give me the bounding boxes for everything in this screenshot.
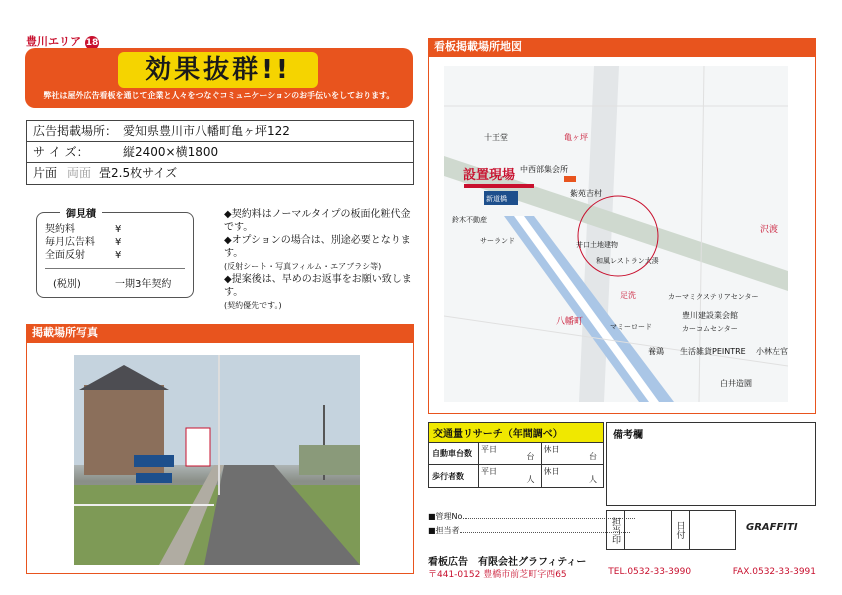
map-label: 井口土地建物: [576, 241, 618, 249]
location-photo: [74, 355, 360, 565]
side-alt: 両面: [67, 166, 92, 180]
area-label: 豊川エリア 18: [26, 35, 99, 48]
estimate-row: 毎月広告料 ¥: [45, 237, 122, 248]
map-label: 中西部集会所: [520, 165, 568, 174]
estimate-tax: (税別) 一期3年契約: [53, 279, 172, 290]
traffic-title: 交通量リサーチ（年間調べ）: [429, 423, 603, 443]
notes: [224, 208, 414, 312]
management-fields: [428, 510, 635, 538]
traffic-table: [428, 422, 604, 488]
note-1: ◆契約料はノーマルタイプの板面化粧代金です。: [224, 209, 411, 233]
side-row: [27, 163, 413, 184]
stamp-box: [606, 510, 736, 550]
estimate-box: [36, 212, 194, 298]
map-label: サーランド: [480, 237, 515, 245]
company-tel: TEL.0532-33-3990: [608, 567, 692, 577]
traffic-row: 歩行者数 平日 人 休日 人: [429, 465, 603, 487]
estimate-row: 契約料 ¥: [45, 224, 122, 235]
company-address: 〒441-0152 豊橋市前芝町字西65: [428, 570, 567, 580]
location-label: 広告掲載場所：: [33, 124, 118, 138]
map-label: カーコムセンター: [682, 325, 738, 333]
note-2-small: (反射シート・写真フィルム・エアブラシ等): [224, 262, 382, 271]
location-value: 愛知県豊川市八幡町亀ヶ坪122: [123, 124, 290, 138]
map-label: 十王堂: [484, 133, 508, 142]
note-3: ◆提案後は、早めのお返事をお願い致します。: [224, 274, 412, 298]
map-label: 鈴木不動産: [452, 216, 487, 224]
estimate-title: 御見積: [60, 205, 102, 220]
size-row: [27, 142, 413, 163]
banner-subtitle: 弊社は屋外広告看板を通じて企業と人々をつなぐコミュニケーションのお手伝いをしております。: [43, 91, 395, 100]
company-logo: GRAFFITI: [746, 522, 798, 533]
map-label: 養鶏: [648, 347, 664, 356]
area-number: 18: [85, 38, 99, 48]
location-row: [27, 121, 413, 142]
size-label: サ イ ズ：: [33, 145, 89, 159]
traffic-row: 自動車台数 平日 台 休日 台: [429, 443, 603, 465]
map-label: 沢渡: [760, 225, 779, 235]
map-label: マミーロード: [610, 323, 652, 331]
map-label: 白井造園: [720, 379, 752, 388]
banner-title: 効果抜群!!: [118, 52, 318, 88]
company-fax: FAX.0532-33-3991: [732, 567, 816, 577]
map-label: 足洗: [620, 291, 636, 300]
map-label: 小林左官: [756, 347, 788, 356]
map-label: 新道橋: [486, 195, 507, 203]
mgmt-no-label: ■管理No.: [428, 512, 465, 521]
stamp-label: 担当印: [607, 511, 625, 549]
map-label: 生活雑貨PEINTRE: [680, 347, 746, 356]
company-name: 看板広告 有限会社グラフィティー: [428, 557, 587, 568]
size-value: 縦2400×横1800: [123, 145, 219, 159]
map-label: 豊川建設業会館: [682, 311, 738, 320]
estimate-row: 全面反射 ¥: [45, 250, 122, 261]
map-label: 紫苑吉村: [570, 189, 602, 198]
map-label: 八幡町: [556, 317, 584, 327]
map-label: 和風レストラン大湊: [596, 257, 659, 265]
map-site-label: 設置現場: [463, 168, 516, 183]
photo-heading: 掲載場所写真: [26, 324, 414, 342]
date-label: 日付: [672, 511, 690, 549]
map-label: カーマミクステリアセンター: [668, 293, 759, 301]
side-label: 片面: [33, 166, 58, 180]
note-3-small: (契約優先です。): [224, 301, 282, 310]
map-heading: 看板掲載場所地図: [428, 38, 816, 56]
mgmt-staff-label: ■担当者: [428, 526, 460, 535]
side-value: 畳2.5枚サイズ: [99, 166, 178, 180]
note-2: ◆オプションの場合は、別途必要となります。: [224, 235, 411, 259]
company-footer: [428, 567, 816, 580]
remarks-box: [606, 422, 816, 506]
map-label: 亀ヶ坪: [564, 133, 588, 142]
info-table: [26, 120, 414, 185]
remarks-label: 備考欄: [613, 430, 643, 441]
